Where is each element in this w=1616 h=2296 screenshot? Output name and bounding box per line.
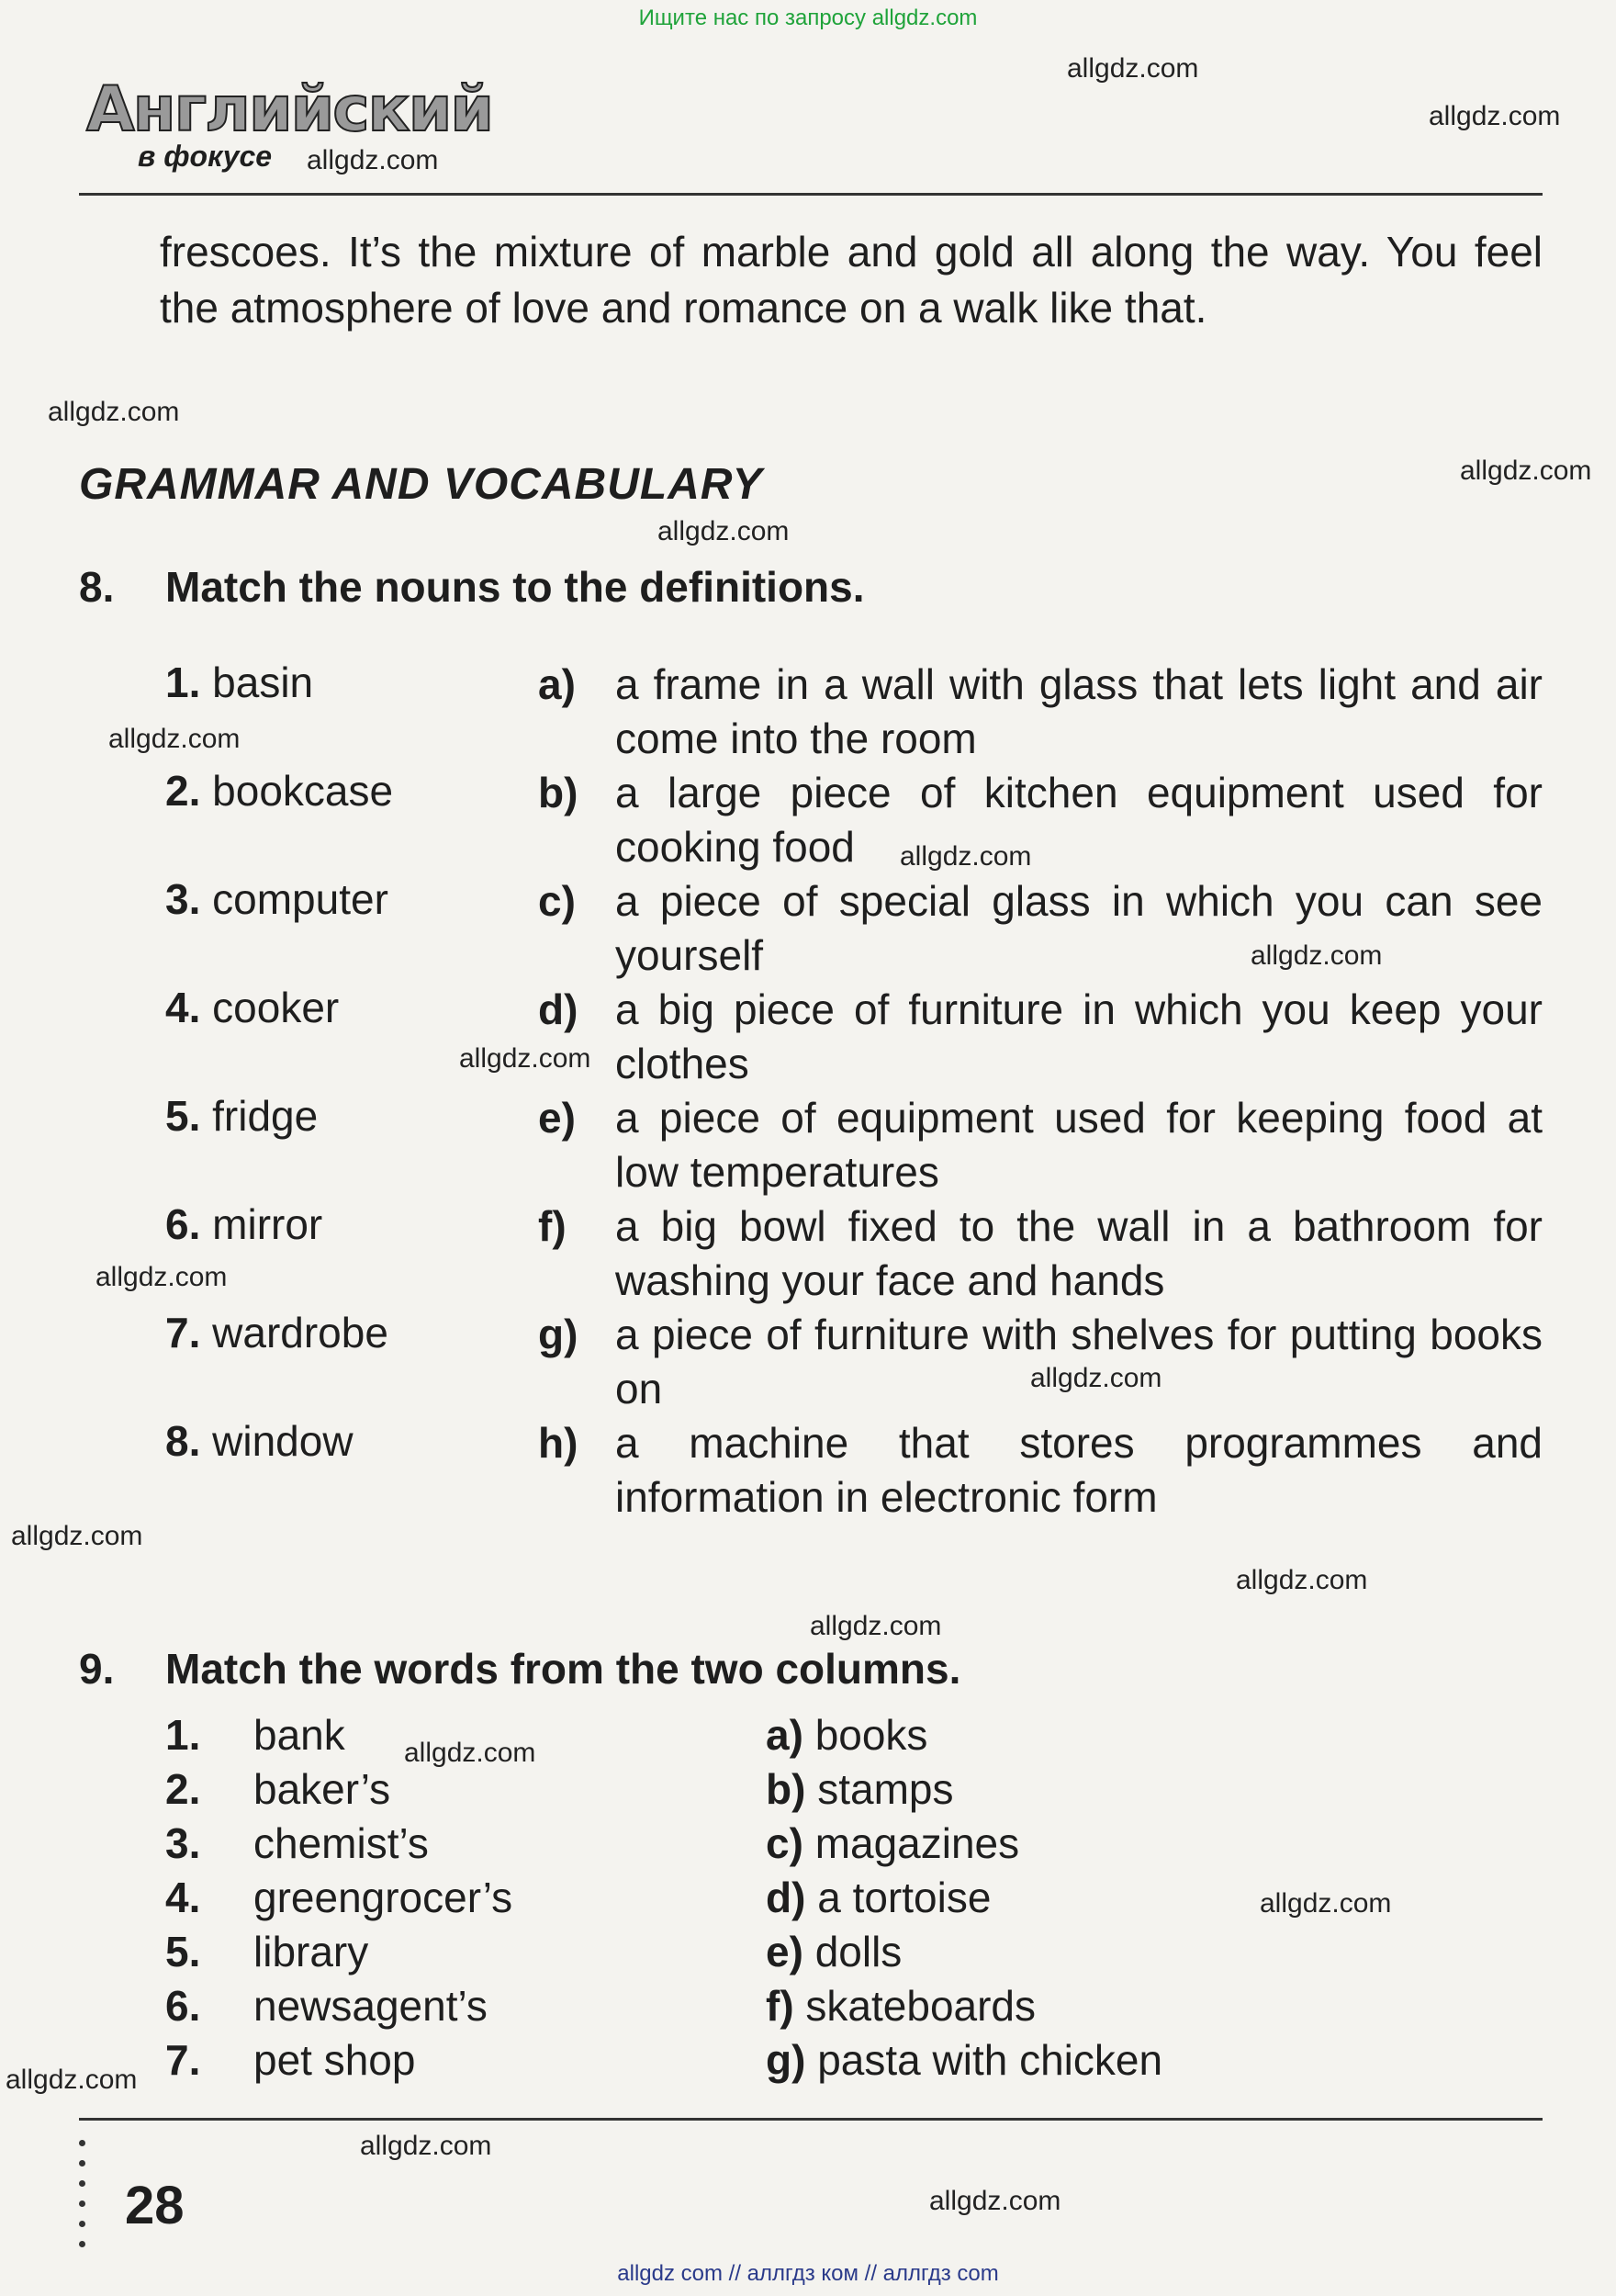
word-right: g) pasta with chicken [766,2036,1163,2084]
noun-item: 5. fridge [165,1092,319,1140]
word-right: c) magazines [766,1819,1020,1867]
task-number: 8. [79,563,115,611]
bottom-banner-link[interactable]: allgdz com // аллгдз ком // аллгдз com [617,2261,999,2286]
watermark: allgdz.com [1429,101,1561,131]
watermark: allgdz.com [1067,53,1199,84]
word-right: b) stamps [766,1765,954,1813]
noun-item: 2. bookcase [165,767,394,815]
word-right: e) dolls [766,1928,903,1975]
watermark: allgdz.com [48,397,180,427]
word-left: 2. baker’s [165,1765,391,1813]
book-logo-subtitle: в фокусе [138,140,273,173]
noun-item: 7. wardrobe [165,1309,388,1356]
noun-item: 6. mirror [165,1200,323,1248]
definition-item: h) a machine that stores programmes and information in electronic form [538,1419,1543,1521]
book-logo-title: Английский [86,73,492,146]
footer-rule [79,2118,1543,2121]
definition-item: a) a frame in a wall with glass that lets light and air come into the room [538,660,1543,762]
top-banner-link[interactable]: Ищите нас по запросу allgdz.com [638,6,978,30]
watermark: allgdz.com [1030,1363,1162,1393]
margin-dots [79,2140,86,2261]
definition-item: b) a large piece of kitchen equipment used for cooking food [538,769,1543,871]
word-right: f) skateboards [766,1982,1037,2030]
noun-item: 3. computer [165,875,388,923]
intro-paragraph: frescoes. It’s the mixture of marble and gold all along the way. You feel the atmosphere of love and romance on a walk like that. [160,228,1543,332]
watermark: allgdz.com [810,1611,942,1641]
watermark: allgdz.com [900,841,1032,872]
watermark: allgdz.com [1260,1888,1392,1919]
watermark: allgdz.com [459,1043,591,1074]
word-right: a) books [766,1711,928,1759]
watermark: allgdz.com [95,1262,228,1292]
definition-item: d) a big piece of furniture in which you keep your clothes [538,985,1543,1087]
word-left: 1. bank [165,1711,345,1759]
task-instruction: Match the nouns to the definitions. [165,563,865,611]
watermark: allgdz.com [1460,456,1592,486]
page-number: 28 [125,2176,185,2235]
noun-item: 4. cooker [165,984,340,1031]
header-rule [79,193,1543,196]
word-right: d) a tortoise [766,1874,992,1921]
definition-item: c) a piece of special glass in which you can see yourself [538,877,1543,979]
definition-item: f) a big bowl fixed to the wall in a bathroom for washing your face and hands [538,1202,1543,1304]
noun-item: 1. basin [165,658,314,706]
watermark: allgdz.com [11,1521,143,1551]
word-left: 3. chemist’s [165,1819,429,1867]
definition-item: g) a piece of furniture with shelves for putting books on [538,1311,1543,1412]
watermark: allgdz.com [1251,940,1383,971]
task-number: 9. [79,1645,115,1693]
noun-item: 8. window [165,1417,354,1465]
word-left: 5. library [165,1928,369,1975]
watermark: allgdz.com [6,2065,138,2095]
word-left: 4. greengrocer’s [165,1874,513,1921]
section-title: GRAMMAR AND VOCABULARY [79,460,763,509]
definition-item: e) a piece of equipment used for keeping food at low temperatures [538,1094,1543,1196]
watermark: allgdz.com [1236,1565,1368,1595]
watermark: allgdz.com [929,2186,1061,2216]
watermark: allgdz.com [108,724,241,754]
watermark: allgdz.com [404,1738,536,1768]
watermark: allgdz.com [360,2131,492,2161]
watermark: allgdz.com [307,145,439,175]
watermark: allgdz.com [657,516,790,546]
word-left: 6. newsagent’s [165,1982,488,2030]
word-left: 7. pet shop [165,2036,416,2084]
task-instruction: Match the words from the two columns. [165,1645,961,1693]
